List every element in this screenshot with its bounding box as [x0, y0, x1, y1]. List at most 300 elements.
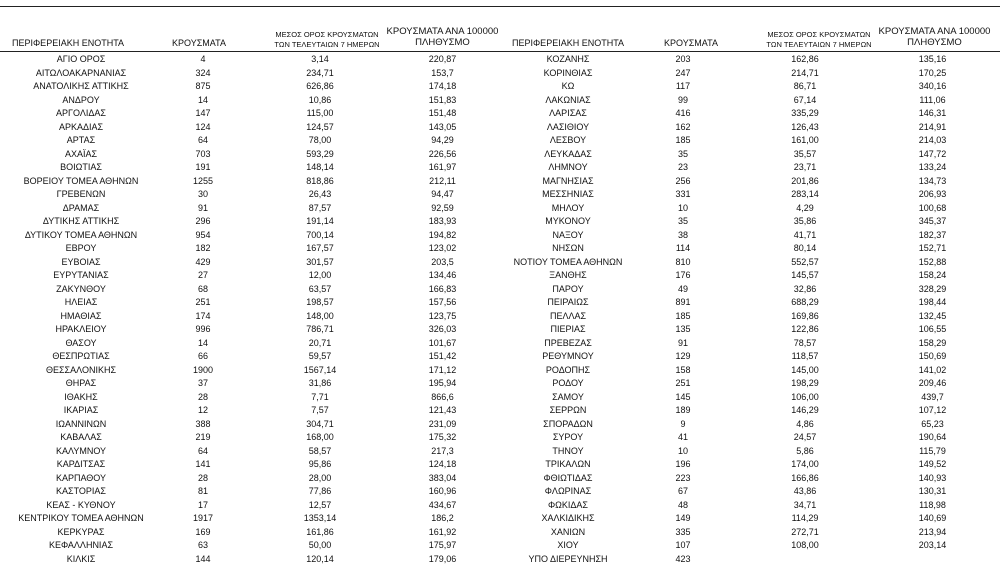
right-cell-cases: 423 — [638, 553, 728, 566]
table-row — [0, 215, 1000, 229]
right-cell-avg: 24,57 — [740, 431, 870, 445]
left-cell-cases: 296 — [162, 215, 244, 229]
right-cell-per100k: 135,16 — [870, 53, 995, 67]
left-cell-per100k: 151,48 — [385, 107, 500, 121]
left-cell-per100k: 383,04 — [385, 472, 500, 486]
left-cell-per100k: 195,94 — [385, 377, 500, 391]
left-cell-per100k: 326,03 — [385, 323, 500, 337]
left-cell-per100k: 226,56 — [385, 148, 500, 162]
left-cell-cases: 12 — [162, 404, 244, 418]
left-cell-avg: 95,86 — [250, 458, 390, 472]
left-cell-region: ΙΩΑΝΝΙΝΩΝ — [0, 418, 162, 432]
right-cell-cases: 35 — [638, 148, 728, 162]
right-cell-avg: 32,86 — [740, 283, 870, 297]
left-cell-avg: 50,00 — [250, 539, 390, 553]
right-cell-per100k: 100,68 — [870, 202, 995, 216]
left-cell-avg: 626,86 — [250, 80, 390, 94]
left-cell-per100k: 123,75 — [385, 310, 500, 324]
left-cell-region: ΙΚΑΡΙΑΣ — [0, 404, 162, 418]
left-cell-region: ΘΑΣΟΥ — [0, 337, 162, 351]
table-row — [0, 296, 1000, 310]
right-cell-avg: 145,57 — [740, 269, 870, 283]
right-cell-cases: 145 — [638, 391, 728, 405]
left-cell-avg: 28,00 — [250, 472, 390, 486]
table-row — [0, 67, 1000, 81]
left-cell-cases: 30 — [162, 188, 244, 202]
left-cell-per100k: 153,7 — [385, 67, 500, 81]
left-cell-region: ΔΡΑΜΑΣ — [0, 202, 162, 216]
right-cell-per100k: 198,44 — [870, 296, 995, 310]
right-cell-cases: 41 — [638, 431, 728, 445]
left-cell-region: ΑΝΑΤΟΛΙΚΗΣ ΑΤΤΙΚΗΣ — [0, 80, 162, 94]
table-row — [0, 458, 1000, 472]
left-cell-cases: 1255 — [162, 175, 244, 189]
table-row — [0, 526, 1000, 540]
right-cell-avg: 201,86 — [740, 175, 870, 189]
right-cell-per100k: 328,29 — [870, 283, 995, 297]
right-cell-per100k: 111,06 — [870, 94, 995, 108]
left-cell-cases: 996 — [162, 323, 244, 337]
left-cell-per100k: 92,59 — [385, 202, 500, 216]
right-cell-per100k: 118,98 — [870, 499, 995, 513]
left-cell-per100k: 434,67 — [385, 499, 500, 513]
left-cell-per100k: 121,43 — [385, 404, 500, 418]
header-per100k-line1: ΚΡΟΥΣΜΑΤΑ ΑΝΑ 100000 — [385, 26, 500, 37]
left-cell-avg: 234,71 — [250, 67, 390, 81]
right-cell-region: ΧΑΝΙΩΝ — [500, 526, 636, 540]
right-cell-per100k: 209,46 — [870, 377, 995, 391]
left-cell-region: ΑΝΔΡΟΥ — [0, 94, 162, 108]
right-cell-region: ΦΩΚΙΔΑΣ — [500, 499, 636, 513]
left-cell-region: ΒΟΡΕΙΟΥ ΤΟΜΕΑ ΑΘΗΝΩΝ — [0, 175, 162, 189]
left-cell-cases: 147 — [162, 107, 244, 121]
header-cases-left: ΚΡΟΥΣΜΑΤΑ — [172, 38, 226, 49]
left-cell-cases: 4 — [162, 53, 244, 67]
table-row — [0, 485, 1000, 499]
table-row — [0, 256, 1000, 270]
header-avg-line2: ΤΩΝ ΤΕΛΕΥΤΑΙΩΝ 7 ΗΜΕΡΩΝ — [262, 40, 392, 50]
left-cell-region: ΑΓΙΟ ΟΡΟΣ — [0, 53, 162, 67]
right-cell-region: ΣΠΟΡΑΔΩΝ — [500, 418, 636, 432]
data-table — [0, 53, 1000, 566]
left-cell-per100k: 186,2 — [385, 512, 500, 526]
right-cell-region: ΧΑΛΚΙΔΙΚΗΣ — [500, 512, 636, 526]
right-cell-per100k: 106,55 — [870, 323, 995, 337]
left-cell-per100k: 174,18 — [385, 80, 500, 94]
left-cell-avg: 59,57 — [250, 350, 390, 364]
left-cell-per100k: 94,29 — [385, 134, 500, 148]
left-cell-cases: 182 — [162, 242, 244, 256]
right-cell-per100k: 214,91 — [870, 121, 995, 135]
right-cell-per100k: 152,71 — [870, 242, 995, 256]
left-cell-per100k: 161,97 — [385, 161, 500, 175]
left-cell-avg: 63,57 — [250, 283, 390, 297]
right-cell-region: ΣΑΜΟΥ — [500, 391, 636, 405]
right-cell-avg: 283,14 — [740, 188, 870, 202]
right-cell-cases: 247 — [638, 67, 728, 81]
right-cell-avg: 35,86 — [740, 215, 870, 229]
left-cell-avg: 700,14 — [250, 229, 390, 243]
left-cell-region: ΚΕΝΤΡΙΚΟΥ ΤΟΜΕΑ ΑΘΗΝΩΝ — [0, 512, 162, 526]
left-cell-avg: 120,14 — [250, 553, 390, 566]
table-row — [0, 121, 1000, 135]
left-cell-cases: 388 — [162, 418, 244, 432]
right-cell-avg: 162,86 — [740, 53, 870, 67]
right-cell-avg: 146,29 — [740, 404, 870, 418]
left-cell-cases: 66 — [162, 350, 244, 364]
right-cell-per100k: 203,14 — [870, 539, 995, 553]
table-row — [0, 53, 1000, 67]
left-cell-avg: 167,57 — [250, 242, 390, 256]
right-cell-per100k: 149,52 — [870, 458, 995, 472]
right-cell-region: ΛΗΜΝΟΥ — [500, 161, 636, 175]
table-row — [0, 229, 1000, 243]
right-cell-avg: 174,00 — [740, 458, 870, 472]
left-cell-avg: 3,14 — [250, 53, 390, 67]
header-per100k-line1: ΚΡΟΥΣΜΑΤΑ ΑΝΑ 100000 — [872, 26, 997, 37]
left-cell-region: ΖΑΚΥΝΘΟΥ — [0, 283, 162, 297]
right-cell-cases: 9 — [638, 418, 728, 432]
table-row — [0, 323, 1000, 337]
right-cell-cases: 99 — [638, 94, 728, 108]
left-cell-avg: 77,86 — [250, 485, 390, 499]
right-cell-per100k: 140,93 — [870, 472, 995, 486]
right-cell-region: ΡΟΔΟΥ — [500, 377, 636, 391]
header-region-left: ΠΕΡΙΦΕΡΕΙΑΚΗ ΕΝΟΤΗΤΑ — [12, 38, 124, 49]
right-cell-per100k: 140,69 — [870, 512, 995, 526]
right-cell-per100k: 213,94 — [870, 526, 995, 540]
table-row — [0, 364, 1000, 378]
left-cell-region: ΔΥΤΙΚΟΥ ΤΟΜΕΑ ΑΘΗΝΩΝ — [0, 229, 162, 243]
left-cell-per100k: 175,32 — [385, 431, 500, 445]
table-row — [0, 310, 1000, 324]
table-row — [0, 418, 1000, 432]
left-cell-avg: 148,14 — [250, 161, 390, 175]
left-cell-region: ΘΗΡΑΣ — [0, 377, 162, 391]
table-row — [0, 80, 1000, 94]
left-cell-cases: 28 — [162, 391, 244, 405]
left-cell-region: ΚΑΡΠΑΘΟΥ — [0, 472, 162, 486]
left-cell-cases: 17 — [162, 499, 244, 513]
left-cell-region: ΚΕΑΣ - ΚΥΘΝΟΥ — [0, 499, 162, 513]
table-row — [0, 175, 1000, 189]
right-cell-region: ΛΕΣΒΟΥ — [500, 134, 636, 148]
table-row — [0, 445, 1000, 459]
left-cell-cases: 27 — [162, 269, 244, 283]
right-cell-region: ΜΑΓΝΗΣΙΑΣ — [500, 175, 636, 189]
left-cell-avg: 786,71 — [250, 323, 390, 337]
right-cell-per100k: 146,31 — [870, 107, 995, 121]
right-cell-avg: 335,29 — [740, 107, 870, 121]
left-cell-cases: 324 — [162, 67, 244, 81]
right-cell-avg: 67,14 — [740, 94, 870, 108]
table-row — [0, 242, 1000, 256]
left-cell-region: ΒΟΙΩΤΙΑΣ — [0, 161, 162, 175]
right-cell-cases: 129 — [638, 350, 728, 364]
left-cell-region: ΗΜΑΘΙΑΣ — [0, 310, 162, 324]
left-cell-per100k: 123,02 — [385, 242, 500, 256]
right-cell-cases: 117 — [638, 80, 728, 94]
right-cell-avg: 126,43 — [740, 121, 870, 135]
left-cell-avg: 304,71 — [250, 418, 390, 432]
right-cell-per100k: 158,24 — [870, 269, 995, 283]
right-cell-avg: 166,86 — [740, 472, 870, 486]
right-cell-region: ΝΑΞΟΥ — [500, 229, 636, 243]
table-row — [0, 94, 1000, 108]
header-rule — [0, 51, 1000, 52]
left-cell-region: ΗΛΕΙΑΣ — [0, 296, 162, 310]
table-row — [0, 202, 1000, 216]
right-cell-avg: 118,57 — [740, 350, 870, 364]
left-cell-avg: 161,86 — [250, 526, 390, 540]
left-cell-avg: 7,71 — [250, 391, 390, 405]
right-cell-per100k: 130,31 — [870, 485, 995, 499]
right-cell-per100k: 134,73 — [870, 175, 995, 189]
left-cell-avg: 301,57 — [250, 256, 390, 270]
left-cell-avg: 1567,14 — [250, 364, 390, 378]
right-cell-cases: 196 — [638, 458, 728, 472]
left-cell-cases: 144 — [162, 553, 244, 566]
right-cell-per100k: 170,25 — [870, 67, 995, 81]
left-cell-per100k: 160,96 — [385, 485, 500, 499]
header-per100k-right — [872, 26, 997, 48]
left-cell-cases: 219 — [162, 431, 244, 445]
right-cell-avg: 272,71 — [740, 526, 870, 540]
left-cell-per100k: 94,47 — [385, 188, 500, 202]
table-row — [0, 148, 1000, 162]
header-avg-line1: ΜΕΣΟΣ ΟΡΟΣ ΚΡΟΥΣΜΑΤΩΝ — [755, 30, 883, 40]
left-cell-cases: 251 — [162, 296, 244, 310]
top-border — [0, 6, 1000, 7]
left-cell-avg: 124,57 — [250, 121, 390, 135]
left-cell-avg: 148,00 — [250, 310, 390, 324]
left-cell-cases: 875 — [162, 80, 244, 94]
right-cell-region: ΦΘΙΩΤΙΔΑΣ — [500, 472, 636, 486]
left-cell-avg: 198,57 — [250, 296, 390, 310]
right-cell-region: ΥΠΟ ΔΙΕΡΕΥΝΗΣΗ — [500, 553, 636, 566]
right-cell-region: ΞΑΝΘΗΣ — [500, 269, 636, 283]
table-row — [0, 512, 1000, 526]
left-cell-per100k: 175,97 — [385, 539, 500, 553]
right-cell-avg: 34,71 — [740, 499, 870, 513]
left-cell-region: ΑΙΤΩΛΟΑΚΑΡΝΑΝΙΑΣ — [0, 67, 162, 81]
table-row — [0, 337, 1000, 351]
right-cell-region: ΠΕΙΡΑΙΩΣ — [500, 296, 636, 310]
left-cell-region: ΕΥΒΟΙΑΣ — [0, 256, 162, 270]
table-row — [0, 188, 1000, 202]
left-cell-avg: 191,14 — [250, 215, 390, 229]
table-row — [0, 350, 1000, 364]
right-cell-region: ΝΟΤΙΟΥ ΤΟΜΕΑ ΑΘΗΝΩΝ — [500, 256, 636, 270]
right-cell-cases: 107 — [638, 539, 728, 553]
right-cell-cases: 23 — [638, 161, 728, 175]
left-cell-per100k: 183,93 — [385, 215, 500, 229]
right-cell-cases: 10 — [638, 202, 728, 216]
table-row — [0, 472, 1000, 486]
table-row — [0, 107, 1000, 121]
right-cell-avg: 214,71 — [740, 67, 870, 81]
right-cell-region: ΛΑΚΩΝΙΑΣ — [500, 94, 636, 108]
left-cell-avg: 7,57 — [250, 404, 390, 418]
left-cell-avg: 10,86 — [250, 94, 390, 108]
right-cell-cases: 810 — [638, 256, 728, 270]
right-cell-region: ΣΥΡΟΥ — [500, 431, 636, 445]
right-cell-region: ΜΥΚΟΝΟΥ — [500, 215, 636, 229]
header-per100k-line2: ΠΛΗΘΥΣΜΟ — [872, 37, 997, 48]
left-cell-cases: 191 — [162, 161, 244, 175]
right-cell-region: ΤΗΝΟΥ — [500, 445, 636, 459]
left-cell-per100k: 143,05 — [385, 121, 500, 135]
table-row — [0, 539, 1000, 553]
right-cell-cases: 176 — [638, 269, 728, 283]
left-cell-avg: 58,57 — [250, 445, 390, 459]
right-cell-cases: 185 — [638, 310, 728, 324]
left-cell-per100k: 231,09 — [385, 418, 500, 432]
left-cell-per100k: 151,42 — [385, 350, 500, 364]
right-cell-per100k: 158,29 — [870, 337, 995, 351]
left-cell-per100k: 161,92 — [385, 526, 500, 540]
right-cell-per100k: 132,45 — [870, 310, 995, 324]
left-cell-region: ΚΕΦΑΛΛΗΝΙΑΣ — [0, 539, 162, 553]
right-cell-avg: 4,29 — [740, 202, 870, 216]
left-cell-avg: 818,86 — [250, 175, 390, 189]
right-cell-avg: 198,29 — [740, 377, 870, 391]
right-cell-per100k: 439,7 — [870, 391, 995, 405]
left-cell-region: ΚΑΒΑΛΑΣ — [0, 431, 162, 445]
left-cell-per100k: 866,6 — [385, 391, 500, 405]
right-cell-region: ΜΗΛΟΥ — [500, 202, 636, 216]
table-row — [0, 391, 1000, 405]
header-avg-line1: ΜΕΣΟΣ ΟΡΟΣ ΚΡΟΥΣΜΑΤΩΝ — [262, 30, 392, 40]
right-cell-region: ΧΙΟΥ — [500, 539, 636, 553]
left-cell-per100k: 194,82 — [385, 229, 500, 243]
right-cell-region: ΠΑΡΟΥ — [500, 283, 636, 297]
header-cases-right: ΚΡΟΥΣΜΑΤΑ — [664, 38, 718, 49]
right-cell-per100k: 214,03 — [870, 134, 995, 148]
right-cell-per100k: 65,23 — [870, 418, 995, 432]
left-cell-avg: 78,00 — [250, 134, 390, 148]
table-row — [0, 499, 1000, 513]
left-cell-region: ΓΡΕΒΕΝΩΝ — [0, 188, 162, 202]
left-cell-cases: 703 — [162, 148, 244, 162]
left-cell-per100k: 157,56 — [385, 296, 500, 310]
right-cell-per100k: 152,88 — [870, 256, 995, 270]
right-cell-cases: 331 — [638, 188, 728, 202]
right-cell-cases: 162 — [638, 121, 728, 135]
right-cell-avg: 5,86 — [740, 445, 870, 459]
right-cell-avg: 552,57 — [740, 256, 870, 270]
right-cell-region: ΡΕΘΥΜΝΟΥ — [500, 350, 636, 364]
right-cell-region: ΠΡΕΒΕΖΑΣ — [500, 337, 636, 351]
right-cell-cases: 38 — [638, 229, 728, 243]
left-cell-per100k: 134,46 — [385, 269, 500, 283]
right-cell-region: ΠΕΛΛΑΣ — [500, 310, 636, 324]
left-cell-region: ΔΥΤΙΚΗΣ ΑΤΤΙΚΗΣ — [0, 215, 162, 229]
left-cell-per100k: 151,83 — [385, 94, 500, 108]
left-cell-region: ΙΘΑΚΗΣ — [0, 391, 162, 405]
right-cell-cases: 189 — [638, 404, 728, 418]
left-cell-cases: 64 — [162, 134, 244, 148]
table-row — [0, 553, 1000, 566]
right-cell-avg: 169,86 — [740, 310, 870, 324]
right-cell-region: ΜΕΣΣΗΝΙΑΣ — [500, 188, 636, 202]
right-cell-avg: 41,71 — [740, 229, 870, 243]
right-cell-per100k: 147,72 — [870, 148, 995, 162]
header-region-right: ΠΕΡΙΦΕΡΕΙΑΚΗ ΕΝΟΤΗΤΑ — [512, 38, 624, 49]
left-cell-cases: 124 — [162, 121, 244, 135]
table-row — [0, 404, 1000, 418]
right-cell-per100k: 182,37 — [870, 229, 995, 243]
right-cell-cases: 10 — [638, 445, 728, 459]
left-cell-cases: 64 — [162, 445, 244, 459]
left-cell-region: ΘΕΣΣΑΛΟΝΙΚΗΣ — [0, 364, 162, 378]
right-cell-region: ΝΗΣΩΝ — [500, 242, 636, 256]
left-cell-avg: 593,29 — [250, 148, 390, 162]
right-cell-avg: 145,00 — [740, 364, 870, 378]
left-cell-region: ΕΒΡΟΥ — [0, 242, 162, 256]
left-cell-avg: 87,57 — [250, 202, 390, 216]
right-cell-cases: 416 — [638, 107, 728, 121]
right-cell-avg: 86,71 — [740, 80, 870, 94]
right-cell-cases: 91 — [638, 337, 728, 351]
right-cell-region: ΚΟΖΑΝΗΣ — [500, 53, 636, 67]
header-avg-line2: ΤΩΝ ΤΕΛΕΥΤΑΙΩΝ 7 ΗΜΕΡΩΝ — [755, 40, 883, 50]
left-cell-per100k: 203,5 — [385, 256, 500, 270]
right-cell-cases: 149 — [638, 512, 728, 526]
right-cell-avg: 35,57 — [740, 148, 870, 162]
right-cell-cases: 158 — [638, 364, 728, 378]
right-cell-cases: 891 — [638, 296, 728, 310]
left-cell-region: ΑΡΤΑΣ — [0, 134, 162, 148]
left-cell-region: ΗΡΑΚΛΕΙΟΥ — [0, 323, 162, 337]
right-cell-avg: 78,57 — [740, 337, 870, 351]
left-cell-cases: 28 — [162, 472, 244, 486]
right-cell-avg: 4,86 — [740, 418, 870, 432]
left-cell-avg: 31,86 — [250, 377, 390, 391]
right-cell-per100k: 206,93 — [870, 188, 995, 202]
left-cell-region: ΑΡΚΑΔΙΑΣ — [0, 121, 162, 135]
right-cell-cases: 203 — [638, 53, 728, 67]
right-cell-region: ΚΟΡΙΝΘΙΑΣ — [500, 67, 636, 81]
right-cell-per100k: 340,16 — [870, 80, 995, 94]
left-cell-cases: 141 — [162, 458, 244, 472]
left-cell-region: ΚΕΡΚΥΡΑΣ — [0, 526, 162, 540]
left-cell-per100k: 101,67 — [385, 337, 500, 351]
left-cell-cases: 429 — [162, 256, 244, 270]
right-cell-avg: 80,14 — [740, 242, 870, 256]
left-cell-region: ΑΧΑΪΑΣ — [0, 148, 162, 162]
right-cell-cases: 251 — [638, 377, 728, 391]
right-cell-region: ΛΑΡΙΣΑΣ — [500, 107, 636, 121]
right-cell-avg: 688,29 — [740, 296, 870, 310]
right-cell-per100k: 133,24 — [870, 161, 995, 175]
left-cell-avg: 26,43 — [250, 188, 390, 202]
left-cell-avg: 20,71 — [250, 337, 390, 351]
left-cell-avg: 115,00 — [250, 107, 390, 121]
right-cell-per100k: 345,37 — [870, 215, 995, 229]
left-cell-cases: 91 — [162, 202, 244, 216]
table-row — [0, 161, 1000, 175]
right-cell-per100k: 150,69 — [870, 350, 995, 364]
left-cell-per100k: 166,83 — [385, 283, 500, 297]
left-cell-per100k: 212,11 — [385, 175, 500, 189]
right-cell-per100k: 115,79 — [870, 445, 995, 459]
left-cell-cases: 1917 — [162, 512, 244, 526]
left-cell-region: ΚΑΛΥΜΝΟΥ — [0, 445, 162, 459]
left-cell-region: ΕΥΡΥΤΑΝΙΑΣ — [0, 269, 162, 283]
left-cell-avg: 12,00 — [250, 269, 390, 283]
right-cell-per100k: 190,64 — [870, 431, 995, 445]
